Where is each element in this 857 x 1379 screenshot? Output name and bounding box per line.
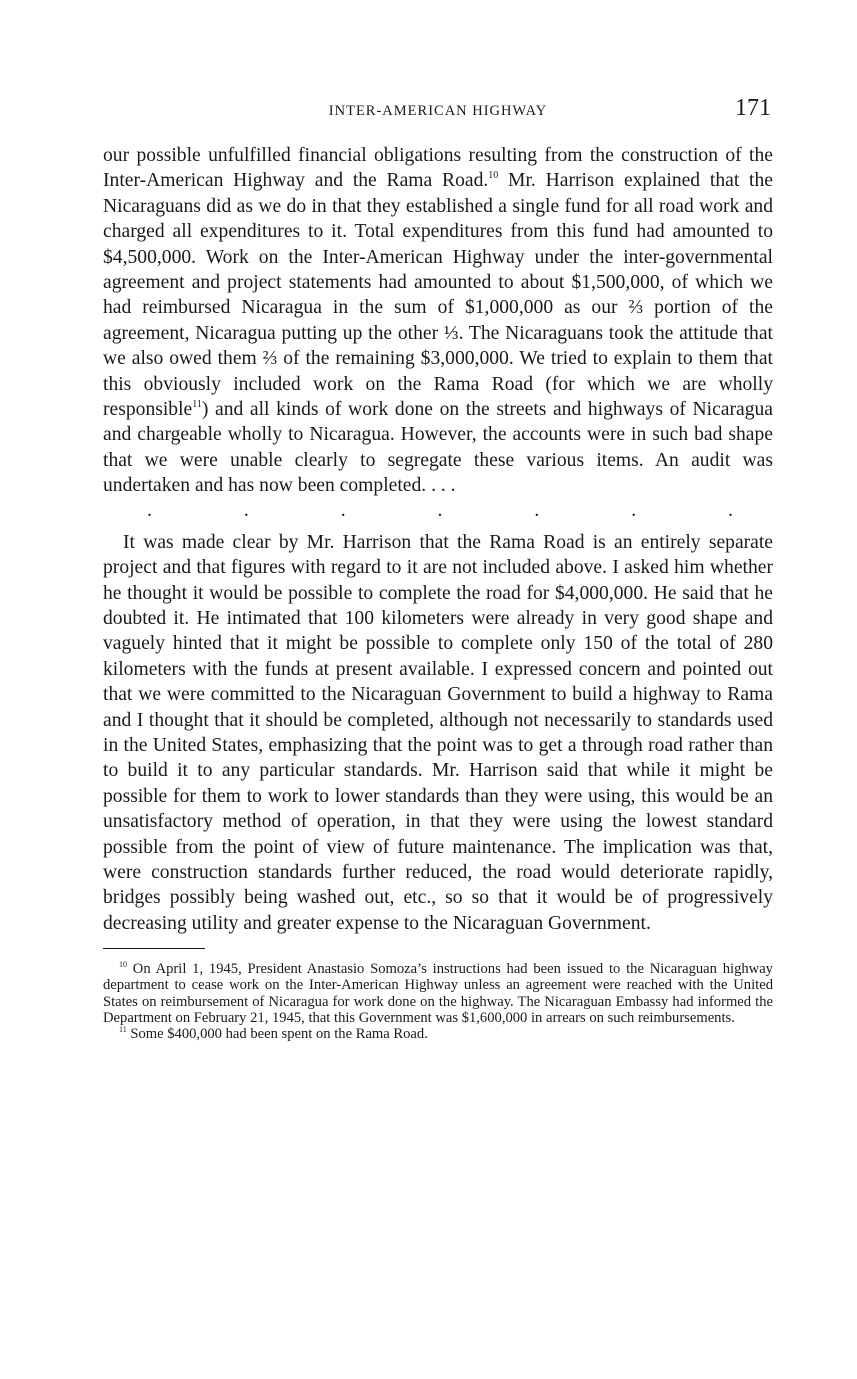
book-page <box>103 95 773 1043</box>
footnote-10 <box>103 961 773 1026</box>
paragraph-1-part-a: our possible unfulfilled financial obligations resulting from the construction of the Inter-American Highway and the Rama Road. <box>103 145 773 192</box>
footnote-number: 11 <box>119 1025 127 1035</box>
running-head <box>103 95 773 129</box>
omission-dot: . <box>340 499 346 521</box>
footnote-divider <box>103 948 205 949</box>
omission-dot: . <box>243 499 249 521</box>
omission-dots <box>103 501 773 521</box>
footnote-text: On April 1, 1945, President Anastasio Somoza’s instructions had been issued to the Nicaraguan highway department to cease work on the Inter-American Highway unless an agreement were reached with the United States on reimbursement of Nicaragua for work done on the highway. The Nicaraguan Embassy had informed the Department on February 21, 1945, that this Government was $1,600,000 in arrears on such reimbursements. <box>103 961 773 1027</box>
paragraph-1-part-c: ) and all kinds of work done on the streets and highways of Nicaragua and chargeable wholly to Nicaragua. However, the accounts were in such bad shape that we were unable clearly to segregate these various items. An audit was undertaken and has now been completed. . . . <box>103 399 773 497</box>
paragraph-1 <box>103 143 773 499</box>
footnote-text: Some $400,000 had been spent on the Rama Road. <box>130 1026 428 1043</box>
footnote-11 <box>103 1026 773 1042</box>
running-title: INTER-AMERICAN HIGHWAY <box>328 103 548 119</box>
omission-dot: . <box>534 499 540 521</box>
footnote-ref-10: 10 <box>488 170 499 182</box>
paragraph-2: It was made clear by Mr. Harrison that the Rama Road is an entirely separate project and that figures with regard to it are not included above. I asked him whether he thought it would be possible to complete the road for $4,000,000. He said that he doubted it. He intimated that 100 kilometers were already in very good shape and vaguely hinted that it might be possible to complete only 150 of the total of 280 kilometers with the funds at present available. I expressed concern and pointed out that we were committed to the Nicaraguan Government to build a highway to Rama and I thought that it should be completed, although not necessarily to standards used in the United States, emphasizing that the point was to get a through road rather than to build it to any particular standards. Mr. Harrison said that while it might be possible for them to work to lower standards than they were using, this would be an unsatisfactory method of operation, in that they were using the lowest standard possible from the point of view of future maintenance. The implication was that, were construction standards further reduced, the road would deteriorate rapidly, bridges possibly being washed out, etc., so so that it would be of progressively decreasing utility and greater expense to the Nicaraguan Government. <box>103 531 773 934</box>
page-number: 171 <box>735 95 771 121</box>
footnote-number: 10 <box>119 960 127 970</box>
footnote-ref-11: 11 <box>192 399 202 411</box>
footnotes <box>103 961 773 1042</box>
paragraph-1-part-b: Mr. Harrison explained that the Nicaraguans did as we do in that they established a single fund for all road work and charged all expenditures to it. Total expenditures from this fund had amounted to $4,500,000. Work on the Inter-American Highway under the inter-governmental agreement and project statements had amounted to about $1,500,000, of which we had reimbursed Nicaragua in the sum of $1,000,000 as our ⅔ portion of the agreement, Nicaragua putting up the other ⅓. The Nicaraguans took the attitude that we also owed them ⅔ of the remaining $3,000,000. We tried to explain to them that this obviously included work on the Rama Road (for which we are wholly responsible <box>103 170 773 421</box>
omission-dot: . <box>147 499 152 521</box>
omission-dot: . <box>437 499 443 521</box>
omission-dot: . <box>728 499 733 521</box>
omission-dot: . <box>631 499 637 521</box>
